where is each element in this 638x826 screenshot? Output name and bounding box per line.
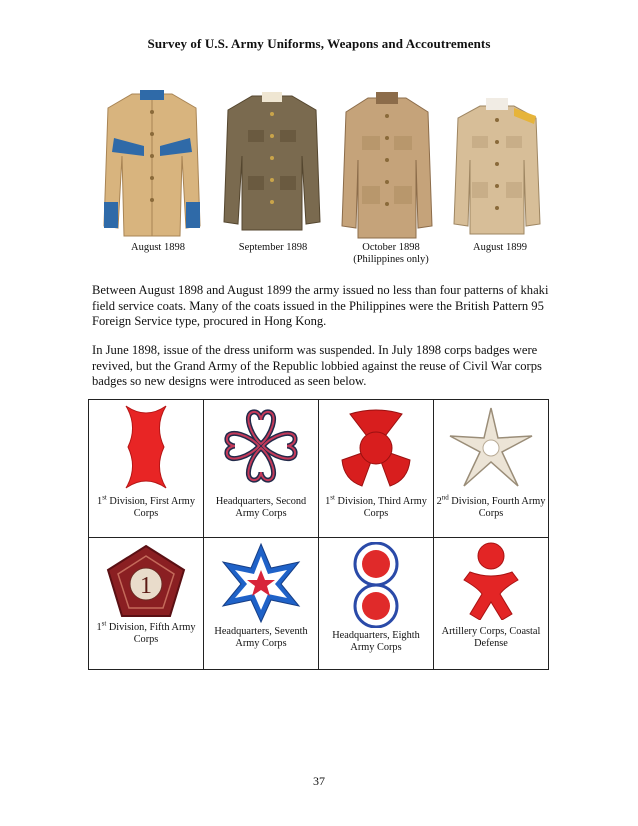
coat-image-aug-1898 [100,86,204,238]
coat-label-1: August 1898 [131,242,185,253]
badge-caption: Headquarters, Second Army Corps [215,496,307,520]
badge-caption: Headquarters, Eighth Army Corps [332,630,420,654]
four-point-star-badge-icon [448,406,534,490]
pentagon-badge-digit: 1 [140,573,152,599]
coat-label-3: October 1898 (Philippines only) [353,242,429,265]
badge-cell [434,400,549,538]
paragraph-coats: Between August 1898 and August 1899 the army issued no less than four patterns of khaki field service coats. Many of the coats issued in the Philippines were the British Pattern 95 Foreign Service type, procured in Hong Kong. [92,283,549,329]
badge-caption: 1st Division, First Army Corps [97,493,195,520]
badge-caption: 2nd Division, Fourth Army Corps [436,493,546,520]
red-trefoil-badge-icon [336,408,416,488]
pentagon-badge-icon [106,544,186,618]
badge-cell [204,538,319,670]
badge-caption: Artillery Corps, Coastal Defense [441,626,541,650]
six-point-star-badge-icon [219,542,303,624]
badge-caption: 1st Division, Third Army Corps [325,493,427,520]
coat-image-aug-1899 [452,96,542,236]
figure-eight-badge-icon [350,542,402,628]
page-number: 37 [313,774,325,788]
badge-cell [319,400,434,538]
page-title: Survey of U.S. Army Uniforms, Weapons and Accoutrements [147,36,491,51]
corps-badges-table [88,399,549,670]
badge-cell [434,538,549,670]
badge-cell [204,400,319,538]
badge-caption: Headquarters, Seventh Army Corps [214,626,308,650]
coat-image-sep-1898 [222,90,322,232]
badge-cell [319,538,434,670]
red-bowtie-badge-icon [118,404,174,490]
coat-label-2: September 1898 [238,242,308,253]
four-heart-cross-badge-icon [221,406,301,486]
coat-label-4: August 1899 [473,242,527,253]
coat-image-oct-1898 [340,90,434,240]
badge-cell [89,538,204,670]
red-figure-badge-icon [460,542,522,620]
badge-caption: 1st Division, Fifth Army Corps [96,619,196,646]
badge-cell [89,400,204,538]
paragraph-badges: In June 1898, issue of the dress uniform was suspended. In July 1898 corps badges were revived, but the Grand Army of the Republic lobbied against the reuse of Civil War corps badges so new designs were introduced as seen below. [92,343,542,389]
